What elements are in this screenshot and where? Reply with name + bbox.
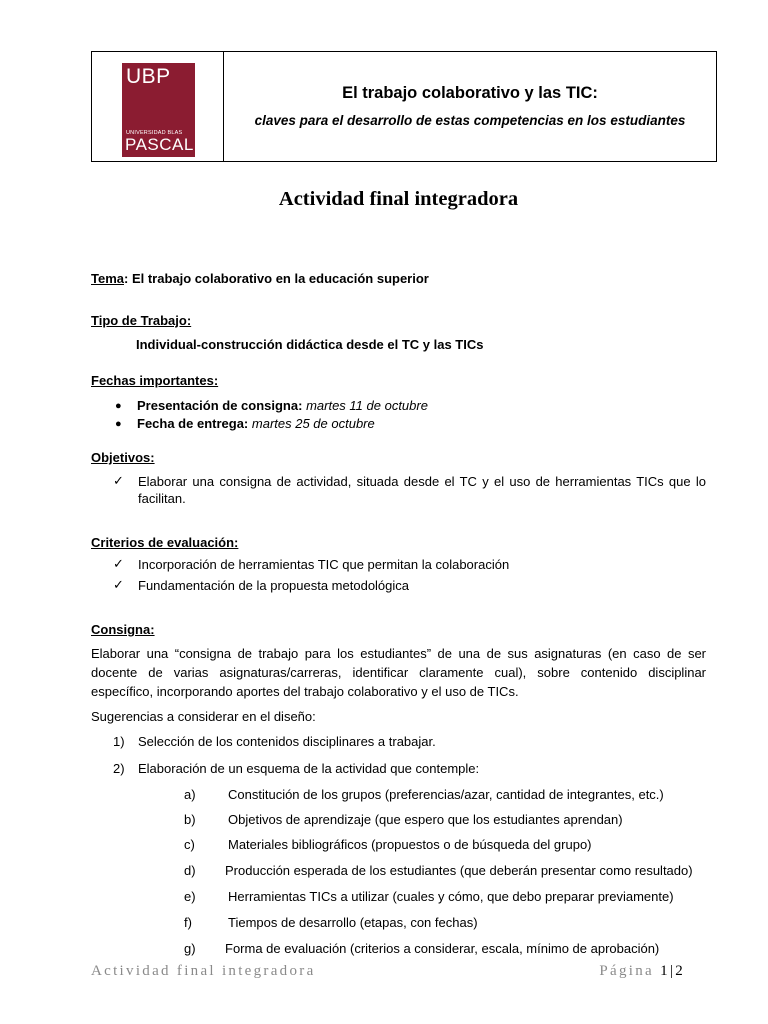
header-box	[91, 51, 717, 162]
footer-page-total: 2	[675, 963, 685, 979]
sugerencias-intro: Sugerencias a considerar en el diseño:	[91, 709, 316, 724]
footer-page-label: Página	[599, 963, 654, 979]
bullet-icon: ●	[115, 400, 122, 412]
lettered-letter: d)	[184, 863, 196, 878]
logo-cell	[92, 52, 224, 161]
footer-page-number	[599, 963, 685, 980]
lettered-letter: a)	[184, 787, 196, 802]
fechas-label: Fechas importantes:	[91, 373, 219, 388]
lettered-letter: b)	[184, 812, 196, 827]
numbered-item: 2)	[113, 761, 125, 776]
checkmark-icon: ✓	[113, 577, 124, 592]
consigna-label: Consigna:	[91, 622, 155, 637]
lettered-letter: c)	[184, 837, 195, 852]
consigna-paragraph: Elaborar una “consigna de trabajo para los estudiantes” de una de sus asignaturas (en caso de ser docente de varias asignaturas/carreras, identificar claramente cual), sobre contenido disciplinar específico, incorporando aportes del trabajo colaborativo y el uso de TICs.	[91, 646, 706, 699]
tipo-label: Tipo de Trabajo:	[91, 313, 192, 328]
tema-line	[91, 270, 429, 287]
numbered-item-text: Selección de los contenidos disciplinares a trabajar.	[138, 734, 436, 749]
lettered-letter: g)	[184, 941, 196, 956]
numbered-item: 1)	[113, 734, 125, 749]
footer-separator: |	[669, 963, 676, 979]
logo-pascal-text: PASCAL	[125, 135, 194, 154]
footer-page-current: 1	[660, 963, 670, 979]
criterios-label: Criterios de evaluación:	[91, 535, 239, 550]
header-title-cell	[224, 52, 716, 161]
criterio-item: Incorporación de herramientas TIC que permitan la colaboración	[138, 557, 510, 572]
lettered-text: Constitución de los grupos (preferencias/azar, cantidad de integrantes, etc.)	[228, 787, 664, 802]
checkmark-icon: ✓	[113, 556, 124, 571]
lettered-text: Producción esperada de los estudiantes (que deberán presentar como resultado)	[225, 863, 693, 878]
header-title: El trabajo colaborativo y las TIC:	[342, 84, 598, 102]
header-subtitle: claves para el desarrollo de estas competencias en los estudiantes	[254, 113, 686, 128]
objetivos-label: Objetivos:	[91, 450, 155, 465]
tema-label: Tema	[91, 271, 124, 286]
fecha-item: Presentación de consigna: martes 11 de octubre	[137, 398, 428, 413]
objetivo-text: Elaborar una consigna de actividad, situada desde el TC y el uso de herramientas TICs que lo facilitan.	[138, 474, 706, 506]
lettered-letter: f)	[184, 915, 192, 930]
page-title: Actividad final integradora	[278, 188, 519, 210]
lettered-letter: e)	[184, 889, 196, 904]
lettered-text: Tiempos de desarrollo (etapas, con fechas)	[228, 915, 478, 930]
checkmark-icon: ✓	[113, 473, 124, 488]
lettered-text: Materiales bibliográficos (propuestos o de búsqueda del grupo)	[228, 837, 592, 852]
tema-value: : El trabajo colaborativo en la educación superior	[124, 271, 429, 286]
footer-document-title: Actividad final integradora	[91, 963, 316, 979]
lettered-text: Objetivos de aprendizaje (que espero que los estudiantes aprendan)	[228, 812, 623, 827]
tipo-value: Individual-construcción didáctica desde el TC y las TICs	[136, 337, 484, 352]
ubp-logo	[122, 63, 195, 157]
lettered-text: Herramientas TICs a utilizar (cuales y cómo, que debo preparar previamente)	[228, 889, 674, 904]
logo-ubp-text: UBP	[126, 65, 171, 88]
numbered-item-text: Elaboración de un esquema de la actividad que contemple:	[138, 761, 480, 776]
criterio-item: Fundamentación de la propuesta metodológica	[138, 578, 410, 593]
fecha-item: Fecha de entrega: martes 25 de octubre	[137, 416, 375, 431]
bullet-icon: ●	[115, 418, 122, 430]
lettered-text: Forma de evaluación (criterios a considerar, escala, mínimo de aprobación)	[225, 941, 660, 956]
logo-university-text: UNIVERSIDAD BLAS	[126, 130, 183, 136]
